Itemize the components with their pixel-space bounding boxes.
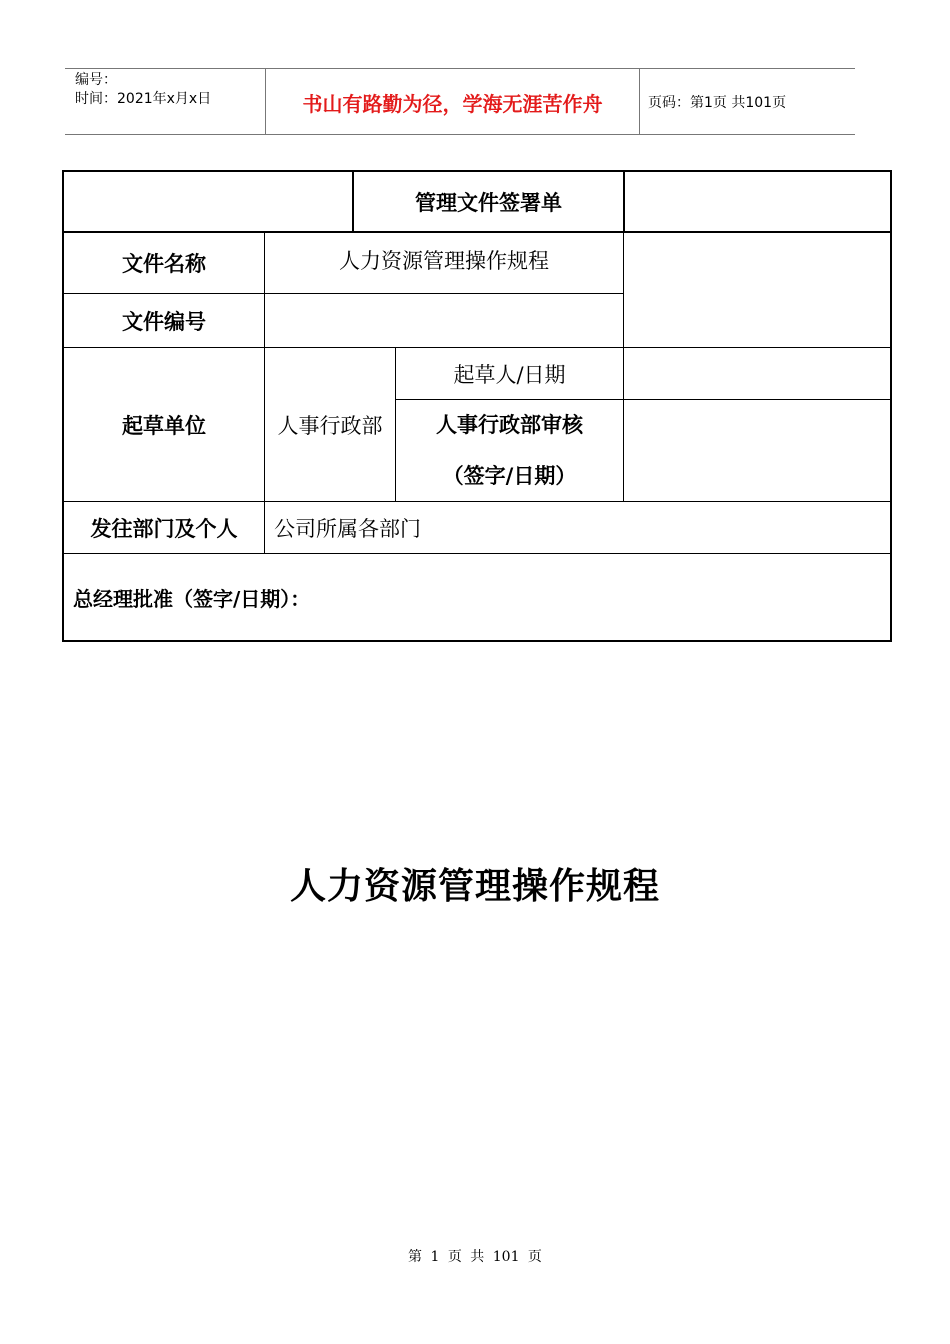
file-number-value[interactable]	[265, 294, 623, 347]
file-name-label: 文件名称	[122, 252, 206, 276]
document-title: 人力资源管理操作规程	[289, 865, 660, 907]
file-name-value[interactable]	[265, 233, 623, 273]
header-meta	[75, 71, 211, 109]
page-header	[65, 68, 855, 135]
review-label-line2: （签字/日期）	[442, 463, 577, 488]
drafter-date-label: 起草人/日期	[453, 362, 566, 387]
review-label-line1: 人事行政部审核	[436, 412, 583, 437]
page-footer: 第 1 页 共 101 页	[408, 1249, 542, 1265]
header-motto: 书山有路勤为径，学海无涯苦作舟	[302, 91, 603, 116]
table-rule	[623, 172, 625, 232]
form-title: 管理文件签署单	[415, 191, 562, 215]
review-label	[396, 400, 623, 501]
drafter-date-field[interactable]	[624, 348, 890, 399]
file-number-label: 文件编号	[122, 309, 206, 334]
document-time: 时间：2021年x月x日	[75, 91, 212, 107]
draft-unit-label: 起草单位	[122, 413, 206, 438]
review-signature-field[interactable]	[624, 400, 890, 501]
draft-unit-value: 人事行政部	[277, 413, 383, 438]
distribution-label: 发往部门及个人	[90, 516, 238, 541]
header-divider	[639, 69, 640, 134]
gm-approval-label: 总经理批准（签字/日期）：	[73, 586, 311, 611]
document-number-label: 编号：	[75, 72, 117, 88]
file-name-text: 人力资源管理操作规程	[339, 249, 549, 273]
distribution-value: 公司所属各部门	[274, 516, 421, 541]
signature-form-table	[62, 170, 892, 642]
header-page-info: 页码：第1页 共101页	[648, 95, 787, 111]
